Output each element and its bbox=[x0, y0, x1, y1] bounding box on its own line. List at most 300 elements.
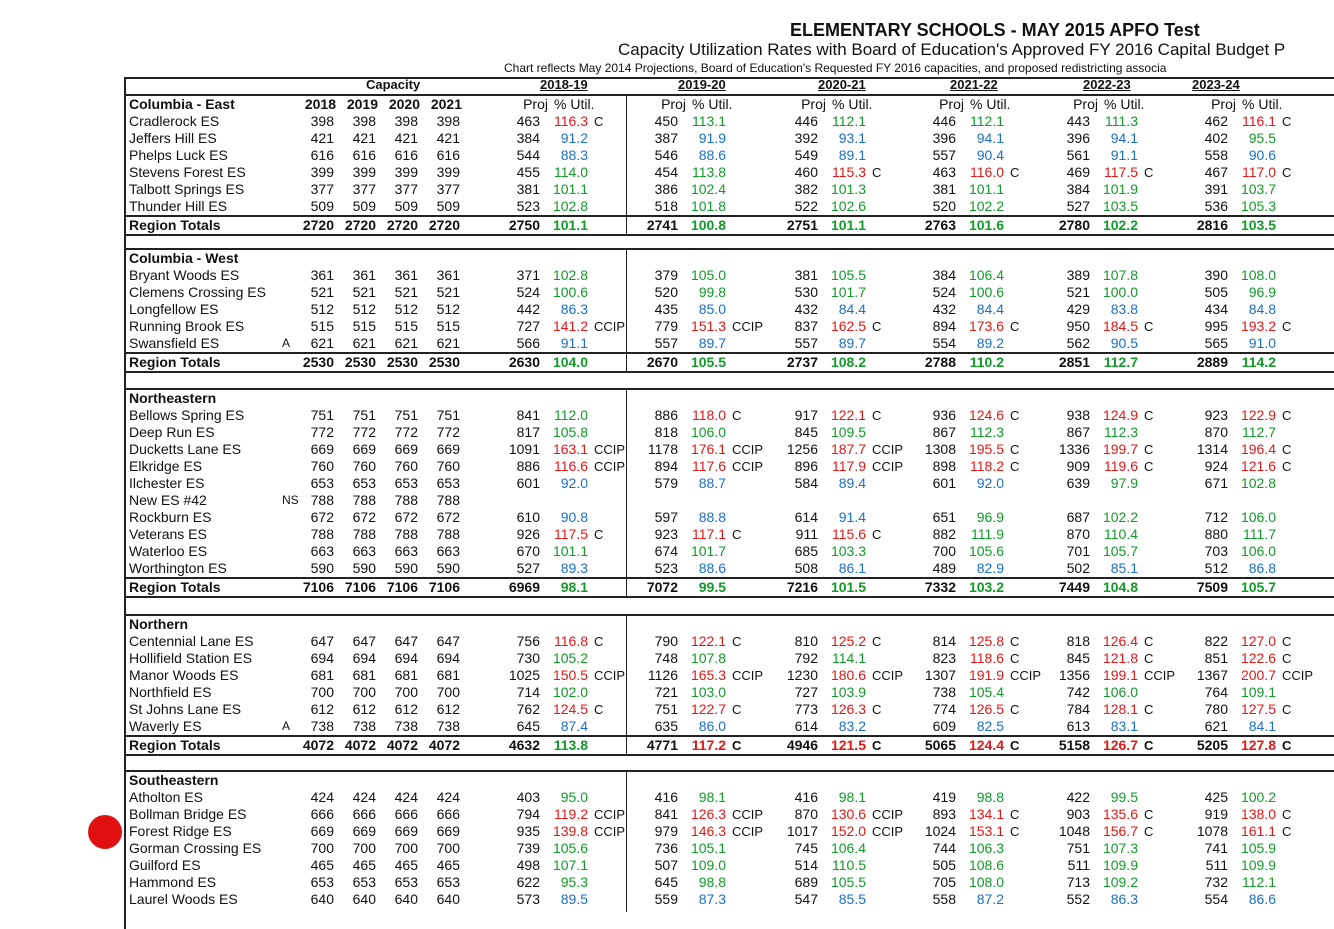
capacity-code: C bbox=[1144, 319, 1154, 334]
capacity-code: C bbox=[1144, 459, 1154, 474]
capacity-value: 509 bbox=[394, 198, 418, 214]
projection-value: 1078 bbox=[1196, 823, 1228, 839]
capacity-code: C bbox=[1010, 824, 1020, 839]
capacity-code: C bbox=[1144, 442, 1154, 457]
capacity-value: 521 bbox=[436, 284, 460, 300]
capacity-value: 666 bbox=[394, 806, 418, 822]
utilization-value: 110.5 bbox=[832, 857, 866, 873]
projection-value: 742 bbox=[1066, 684, 1090, 700]
utilization-value: 101.1 bbox=[552, 543, 588, 559]
utilization-value: 101.7 bbox=[690, 543, 726, 559]
utilization-value: 90.5 bbox=[1110, 335, 1138, 351]
projection-value: 518 bbox=[654, 198, 678, 214]
utilization-value: 103.0 bbox=[690, 684, 726, 700]
region-name: Northern bbox=[129, 616, 189, 632]
capacity-value: 399 bbox=[394, 164, 418, 180]
capacity-value: 521 bbox=[394, 284, 418, 300]
utilization-value: 89.4 bbox=[838, 475, 866, 491]
capacity-code: C bbox=[1010, 459, 1020, 474]
projection-value: 814 bbox=[932, 633, 956, 649]
projection-value: 689 bbox=[794, 874, 818, 890]
capacity-code: CCIP bbox=[594, 824, 626, 839]
utilization-value: 122.1 bbox=[690, 633, 726, 649]
school-name: Guilford ES bbox=[129, 857, 201, 873]
utilization-value: 107.3 bbox=[1102, 840, 1138, 856]
region-totals-label: Region Totals bbox=[129, 217, 221, 233]
capacity-value: 760 bbox=[310, 458, 334, 474]
projection-value: 601 bbox=[516, 475, 540, 491]
projection-value: 489 bbox=[932, 560, 956, 576]
projection-value: 739 bbox=[516, 840, 540, 856]
projection-value: 384 bbox=[516, 130, 540, 146]
utilization-value: 105.8 bbox=[552, 424, 588, 440]
utilization-value: 98.8 bbox=[976, 789, 1004, 805]
capacity-value: 663 bbox=[394, 543, 418, 559]
utilization-value: 92.0 bbox=[976, 475, 1004, 491]
capacity-code: C bbox=[1282, 459, 1292, 474]
utilization-value: 118.2 bbox=[970, 458, 1004, 474]
utilization-value: 88.8 bbox=[698, 509, 726, 525]
projection-total: 7332 bbox=[924, 579, 956, 595]
capacity-value: 772 bbox=[436, 424, 460, 440]
utilization-value: 96.9 bbox=[1248, 284, 1276, 300]
utilization-value: 114.0 bbox=[554, 164, 588, 180]
school-row bbox=[126, 874, 1334, 891]
projection-value: 614 bbox=[794, 509, 818, 525]
projection-value: 950 bbox=[1066, 318, 1090, 334]
capacity-value: 663 bbox=[436, 543, 460, 559]
projection-value: 561 bbox=[1066, 147, 1090, 163]
capacity-code: C bbox=[872, 702, 882, 717]
capacity-value: 669 bbox=[352, 823, 376, 839]
capacity-year-header: 2019 bbox=[346, 96, 378, 112]
capacity-code: C bbox=[1282, 824, 1292, 839]
proj-header: Proj bbox=[661, 96, 686, 112]
capacity-value: 640 bbox=[310, 891, 334, 907]
projection-value: 419 bbox=[932, 789, 956, 805]
utilization-value: 106.0 bbox=[1102, 684, 1138, 700]
capacity-value: 616 bbox=[310, 147, 334, 163]
capacity-value: 751 bbox=[310, 407, 334, 423]
capacity-value: 590 bbox=[352, 560, 376, 576]
capacity-value: 760 bbox=[436, 458, 460, 474]
capacity-code: C bbox=[1010, 702, 1020, 717]
red-dot-marker bbox=[88, 815, 122, 849]
util-header: % Util. bbox=[1104, 96, 1145, 112]
capacity-code: CCIP bbox=[732, 668, 764, 683]
projection-value: 557 bbox=[654, 335, 678, 351]
utilization-value: 111.3 bbox=[1105, 113, 1138, 129]
utilization-value: 128.1 bbox=[1102, 701, 1138, 717]
capacity-value: 398 bbox=[436, 113, 460, 129]
utilization-value: 82.9 bbox=[976, 560, 1004, 576]
utilization-value: 86.1 bbox=[838, 560, 866, 576]
school-row bbox=[126, 543, 1334, 560]
school-name: Waverly ES bbox=[129, 718, 202, 734]
capacity-value: 751 bbox=[436, 407, 460, 423]
projection-value: 432 bbox=[794, 301, 818, 317]
projection-value: 502 bbox=[1066, 560, 1090, 576]
capacity-value: 700 bbox=[394, 684, 418, 700]
projection-total: 6969 bbox=[508, 579, 540, 595]
capacity-value: 751 bbox=[352, 407, 376, 423]
projection-value: 870 bbox=[794, 806, 818, 822]
capacity-code: C bbox=[1010, 408, 1020, 423]
projection-value: 384 bbox=[932, 267, 956, 283]
capacity-code: CCIP bbox=[872, 668, 904, 683]
projection-value: 450 bbox=[654, 113, 678, 129]
utilization-total: 101.6 bbox=[968, 217, 1004, 233]
utilization-value: 130.6 bbox=[830, 806, 866, 822]
utilization-value: 89.3 bbox=[560, 560, 588, 576]
projection-total: 2816 bbox=[1196, 217, 1228, 233]
capacity-code: CCIP bbox=[594, 319, 626, 334]
projection-value: 389 bbox=[1066, 267, 1090, 283]
school-row bbox=[126, 198, 1334, 215]
school-name: Laurel Woods ES bbox=[129, 891, 238, 907]
page-subtitle: Capacity Utilization Rates with Board of Education's Approved FY 2016 Capital Budget P bbox=[618, 40, 1286, 59]
projection-value: 730 bbox=[516, 650, 540, 666]
capacity-code: C bbox=[872, 319, 882, 334]
utilization-value: 196.4 bbox=[1240, 441, 1276, 457]
capacity-year-header: 2020 bbox=[388, 96, 420, 112]
projection-value: 926 bbox=[516, 526, 540, 542]
capacity-year-header: 2018 bbox=[304, 96, 336, 112]
capacity-code: C bbox=[1010, 738, 1020, 753]
utilization-value: 117.0 bbox=[1242, 164, 1276, 180]
school-row bbox=[126, 475, 1334, 492]
projection-value: 546 bbox=[654, 147, 678, 163]
utilization-value: 124.9 bbox=[1102, 407, 1138, 423]
utilization-value: 105.4 bbox=[968, 684, 1004, 700]
capacity-code: C bbox=[872, 527, 882, 542]
capacity-total: 4072 bbox=[386, 737, 418, 753]
capacity-value: 681 bbox=[310, 667, 334, 683]
projection-value: 584 bbox=[794, 475, 818, 491]
capacity-value: 681 bbox=[394, 667, 418, 683]
school-name: Jeffers Hill ES bbox=[129, 130, 217, 146]
capacity-code: C bbox=[732, 702, 742, 717]
projection-value: 609 bbox=[932, 718, 956, 734]
projection-value: 1126 bbox=[647, 667, 678, 683]
utilization-value: 101.3 bbox=[830, 181, 866, 197]
capacity-value: 672 bbox=[394, 509, 418, 525]
projection-value: 530 bbox=[794, 284, 818, 300]
school-name: Bryant Woods ES bbox=[129, 267, 240, 283]
projection-value: 1091 bbox=[508, 441, 540, 457]
capacity-code: C bbox=[732, 408, 742, 423]
utilization-total: 101.1 bbox=[830, 217, 866, 233]
utilization-value: 95.0 bbox=[560, 789, 588, 805]
utilization-value: 121.6 bbox=[1240, 458, 1276, 474]
projection-value: 909 bbox=[1066, 458, 1090, 474]
capacity-value: 399 bbox=[436, 164, 460, 180]
utilization-total: 104.0 bbox=[552, 354, 588, 370]
school-name: Hollifield Station ES bbox=[129, 650, 252, 666]
capacity-code: CCIP bbox=[594, 668, 626, 683]
projection-value: 462 bbox=[1204, 113, 1228, 129]
utilization-value: 126.4 bbox=[1102, 633, 1138, 649]
projection-value: 751 bbox=[654, 701, 678, 717]
utilization-value: 107.1 bbox=[552, 857, 588, 873]
capacity-code: C bbox=[1144, 408, 1154, 423]
projection-value: 520 bbox=[654, 284, 678, 300]
capacity-value: 521 bbox=[352, 284, 376, 300]
projection-value: 558 bbox=[932, 891, 956, 907]
capacity-value: 760 bbox=[394, 458, 418, 474]
utilization-value: 105.5 bbox=[830, 267, 866, 283]
projection-total: 2889 bbox=[1196, 354, 1228, 370]
utilization-value: 173.6 bbox=[968, 318, 1004, 334]
projection-total: 2780 bbox=[1058, 217, 1090, 233]
projection-total: 4632 bbox=[508, 737, 540, 753]
projection-value: 511 bbox=[1205, 857, 1228, 873]
projection-value: 1017 bbox=[786, 823, 818, 839]
school-row bbox=[126, 301, 1334, 318]
projection-total: 2670 bbox=[646, 354, 678, 370]
util-header: % Util. bbox=[554, 96, 595, 112]
school-row bbox=[126, 407, 1334, 424]
capacity-value: 672 bbox=[352, 509, 376, 525]
projection-value: 703 bbox=[1204, 543, 1228, 559]
school-row bbox=[126, 267, 1334, 284]
projection-total: 2630 bbox=[508, 354, 540, 370]
utilization-total: 103.5 bbox=[1240, 217, 1276, 233]
utilization-value: 163.1 bbox=[552, 441, 588, 457]
projection-value: 429 bbox=[1066, 301, 1090, 317]
capacity-value: 694 bbox=[310, 650, 334, 666]
capacity-value: 621 bbox=[352, 335, 376, 351]
utilization-value: 117.5 bbox=[554, 526, 588, 542]
capacity-label: Capacity bbox=[366, 77, 421, 92]
capacity-code: CCIP bbox=[594, 807, 626, 822]
capacity-code: C bbox=[1282, 442, 1292, 457]
region-totals-row bbox=[126, 577, 1334, 598]
projection-value: 386 bbox=[654, 181, 678, 197]
capacity-code: C bbox=[872, 165, 882, 180]
projection-value: 392 bbox=[794, 130, 818, 146]
capacity-value: 666 bbox=[310, 806, 334, 822]
projection-value: 744 bbox=[932, 840, 956, 856]
projection-value: 442 bbox=[516, 301, 540, 317]
projection-value: 434 bbox=[1204, 301, 1228, 317]
utilization-value: 88.3 bbox=[560, 147, 588, 163]
region-totals-label: Region Totals bbox=[129, 737, 221, 753]
utilization-value: 139.8 bbox=[552, 823, 588, 839]
utilization-value: 106.0 bbox=[1240, 509, 1276, 525]
capacity-code: C bbox=[594, 702, 604, 717]
capacity-value: 361 bbox=[436, 267, 460, 283]
capacity-code: CCIP bbox=[594, 459, 626, 474]
capacity-value: 590 bbox=[436, 560, 460, 576]
projection-value: 1178 bbox=[647, 441, 678, 457]
capacity-value: 681 bbox=[436, 667, 460, 683]
capacity-value: 421 bbox=[310, 130, 334, 146]
projection-value: 635 bbox=[654, 718, 678, 734]
utilization-total: 104.8 bbox=[1102, 579, 1138, 595]
school-name: Running Brook ES bbox=[129, 318, 245, 334]
utilization-value: 89.2 bbox=[976, 335, 1004, 351]
projection-total: 5065 bbox=[924, 737, 956, 753]
utilization-value: 91.1 bbox=[1110, 147, 1138, 163]
capacity-code: C bbox=[1010, 651, 1020, 666]
utilization-value: 112.1 bbox=[1242, 874, 1276, 890]
utilization-value: 89.7 bbox=[698, 335, 726, 351]
utilization-value: 98.8 bbox=[698, 874, 726, 890]
projection-value: 841 bbox=[654, 806, 678, 822]
school-row bbox=[126, 891, 1334, 908]
utilization-value: 116.6 bbox=[554, 458, 588, 474]
school-row bbox=[126, 684, 1334, 701]
capacity-total: 4072 bbox=[344, 737, 376, 753]
capacity-value: 465 bbox=[310, 857, 334, 873]
capacity-value: 509 bbox=[352, 198, 376, 214]
projection-value: 751 bbox=[1066, 840, 1090, 856]
school-name: St Johns Lane ES bbox=[129, 701, 242, 717]
capacity-value: 772 bbox=[310, 424, 334, 440]
capacity-code: C bbox=[1144, 165, 1154, 180]
utilization-total: 99.5 bbox=[698, 579, 726, 595]
projection-value: 822 bbox=[1204, 633, 1228, 649]
utilization-value: 124.5 bbox=[552, 701, 588, 717]
capacity-total: 2530 bbox=[386, 354, 418, 370]
utilization-value: 153.1 bbox=[968, 823, 1004, 839]
capacity-value: 700 bbox=[394, 840, 418, 856]
utilization-value: 99.5 bbox=[1110, 789, 1138, 805]
utilization-value: 108.6 bbox=[968, 857, 1004, 873]
utilization-value: 102.8 bbox=[552, 267, 588, 283]
capacity-total: 2720 bbox=[386, 217, 418, 233]
utilization-value: 106.4 bbox=[830, 840, 866, 856]
projection-value: 520 bbox=[932, 198, 956, 214]
utilization-value: 84.8 bbox=[1248, 301, 1276, 317]
projection-value: 565 bbox=[1204, 335, 1228, 351]
projection-total: 4771 bbox=[646, 737, 678, 753]
projection-value: 818 bbox=[1066, 633, 1090, 649]
utilization-value: 111.7 bbox=[1243, 526, 1276, 542]
school-row bbox=[126, 823, 1334, 840]
utilization-value: 102.8 bbox=[1240, 475, 1276, 491]
school-name: Forest Ridge ES bbox=[129, 823, 232, 839]
utilization-value: 191.9 bbox=[968, 667, 1004, 683]
utilization-value: 97.9 bbox=[1110, 475, 1138, 491]
utilization-value: 107.8 bbox=[1102, 267, 1138, 283]
utilization-value: 93.1 bbox=[838, 130, 866, 146]
utilization-value: 103.9 bbox=[830, 684, 866, 700]
capacity-code: C bbox=[1282, 114, 1292, 129]
utilization-value: 111.9 bbox=[971, 526, 1004, 542]
capacity-value: 663 bbox=[310, 543, 334, 559]
capacity-value: 377 bbox=[436, 181, 460, 197]
projection-value: 403 bbox=[516, 789, 540, 805]
projection-value: 446 bbox=[794, 113, 818, 129]
util-header: % Util. bbox=[832, 96, 873, 112]
utilization-value: 112.1 bbox=[970, 113, 1004, 129]
projection-value: 544 bbox=[516, 147, 540, 163]
school-row bbox=[126, 650, 1334, 667]
utilization-value: 113.8 bbox=[692, 164, 726, 180]
capacity-value: 421 bbox=[394, 130, 418, 146]
capacity-value: 512 bbox=[436, 301, 460, 317]
capacity-value: 399 bbox=[352, 164, 376, 180]
utilization-total: 101.5 bbox=[830, 579, 866, 595]
capacity-code: C bbox=[732, 527, 742, 542]
utilization-value: 150.5 bbox=[552, 667, 588, 683]
capacity-value: 738 bbox=[352, 718, 376, 734]
utilization-total: 112.7 bbox=[1103, 354, 1138, 370]
utilization-value: 89.5 bbox=[560, 891, 588, 907]
capacity-value: 361 bbox=[394, 267, 418, 283]
utilization-value: 146.3 bbox=[690, 823, 726, 839]
projection-value: 790 bbox=[654, 633, 678, 649]
utilization-value: 103.3 bbox=[830, 543, 866, 559]
projection-value: 379 bbox=[654, 267, 678, 283]
capacity-code: CCIP bbox=[1282, 668, 1314, 683]
projection-value: 382 bbox=[794, 181, 818, 197]
utilization-value: 118.6 bbox=[970, 650, 1004, 666]
capacity-year-header: 2021 bbox=[430, 96, 462, 112]
projection-value: 687 bbox=[1066, 509, 1090, 525]
projection-value: 714 bbox=[516, 684, 540, 700]
projection-value: 549 bbox=[794, 147, 818, 163]
proj-header: Proj bbox=[939, 96, 964, 112]
projection-total: 2750 bbox=[508, 217, 540, 233]
utilization-value: 109.2 bbox=[1102, 874, 1138, 890]
school-name: Ducketts Lane ES bbox=[129, 441, 242, 457]
capacity-code: CCIP bbox=[732, 824, 764, 839]
utilization-value: 101.9 bbox=[1102, 181, 1138, 197]
capacity-code: C bbox=[1144, 738, 1154, 753]
projection-value: 523 bbox=[654, 560, 678, 576]
capacity-total: 4072 bbox=[302, 737, 334, 753]
projection-total: 5205 bbox=[1196, 737, 1228, 753]
capacity-value: 421 bbox=[352, 130, 376, 146]
projection-value: 882 bbox=[932, 526, 956, 542]
projection-value: 870 bbox=[1204, 424, 1228, 440]
capacity-value: 788 bbox=[352, 492, 376, 508]
utilization-value: 125.8 bbox=[968, 633, 1004, 649]
capacity-value: 509 bbox=[436, 198, 460, 214]
capacity-value: 669 bbox=[352, 441, 376, 457]
utilization-total: 108.2 bbox=[830, 354, 866, 370]
school-row bbox=[126, 424, 1334, 441]
capacity-value: 512 bbox=[394, 301, 418, 317]
capacity-total: 2530 bbox=[344, 354, 376, 370]
capacity-code: C bbox=[1282, 408, 1292, 423]
page-title: ELEMENTARY SCHOOLS - MAY 2015 APFO Test bbox=[790, 20, 1200, 40]
utilization-value: 90.8 bbox=[560, 509, 588, 525]
school-row bbox=[126, 560, 1334, 577]
capacity-value: 612 bbox=[310, 701, 334, 717]
capacity-value: 669 bbox=[310, 441, 334, 457]
capacity-value: 621 bbox=[436, 335, 460, 351]
utilization-value: 162.5 bbox=[830, 318, 866, 334]
projection-value: 522 bbox=[794, 198, 818, 214]
projection-value: 995 bbox=[1204, 318, 1228, 334]
projection-value: 558 bbox=[1204, 147, 1228, 163]
projection-value: 1314 bbox=[1196, 441, 1228, 457]
utilization-value: 116.3 bbox=[554, 113, 588, 129]
utilization-value: 121.8 bbox=[1102, 650, 1138, 666]
utilization-value: 115.3 bbox=[832, 164, 866, 180]
school-name: Longfellow ES bbox=[129, 301, 219, 317]
projection-value: 1230 bbox=[786, 667, 818, 683]
utilization-value: 87.4 bbox=[560, 718, 588, 734]
utilization-value: 109.5 bbox=[830, 424, 866, 440]
projection-value: 741 bbox=[1204, 840, 1228, 856]
capacity-code: C bbox=[1282, 702, 1292, 717]
utilization-value: 91.9 bbox=[698, 130, 726, 146]
